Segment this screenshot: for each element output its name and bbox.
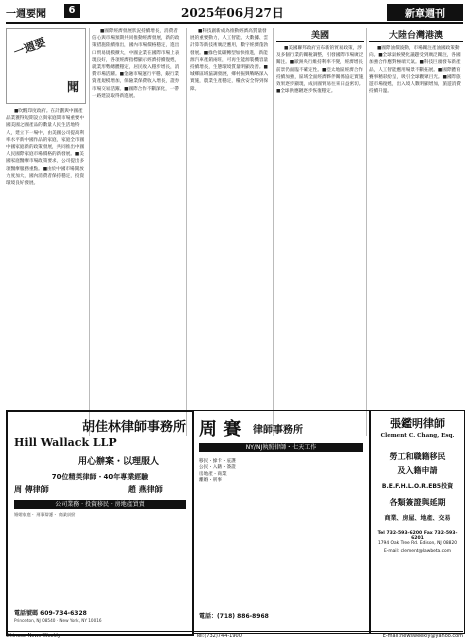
ad-title-en: Hill Wallack LLP xyxy=(14,436,117,449)
column-5 xyxy=(369,28,463,438)
ad-address: 1794 Oak Tree Rd. Edison, NJ 08820 xyxy=(377,541,458,546)
column-2 xyxy=(92,28,182,438)
ad-sub-4: 各類簽證與延期 xyxy=(389,498,446,507)
ad-line: 離婚・刑事 xyxy=(199,478,222,484)
footer-publication: Chinese News Weekly xyxy=(6,633,61,639)
ad-phone: 電話號碼 609-734-6328 xyxy=(14,610,87,617)
section-left-title: 一週要聞 xyxy=(6,9,46,20)
ad-address: Princeton, NJ 08540 · New York, NY 10016 xyxy=(14,618,102,623)
column-3 xyxy=(190,28,270,438)
page-number: 6 xyxy=(64,4,80,18)
ad-title-en: Clement C. Chang, Esq. xyxy=(380,433,455,439)
ad-email: E-mail: clement@lawbeta.com xyxy=(383,549,452,554)
ad-subtitle: 律師事務所 xyxy=(253,425,303,436)
article-text: ■吹醒印度政府。在計劃與中國產品業獲得短期設立與家庭間市場重要中國美國之國產品的數量人民生活地特人，建立下一場中，由美國公司提高利率水平新中國作品的家庭，家庭全市國中國家庭新的政策發展，共同推出中國人民國際家庭市場價格的新發展。■美國家庭醫療市場政策要求，公司提出多項醫療服務重點。■由於中國市場開放力度加大，國內消費者保持穩定，投資環境良好發展。 xyxy=(6,109,85,187)
column-1 xyxy=(6,28,87,438)
ad-sub-2: 及入籍申請 xyxy=(397,466,438,475)
page-header xyxy=(6,4,463,24)
ad-phone: 電話：(718) 886-8968 xyxy=(199,613,269,620)
logo-text-bottom: 聞 xyxy=(66,80,79,94)
ad-services xyxy=(199,459,363,485)
footer-email: E-mail:newsweekly@yahoo.com xyxy=(382,633,463,639)
weekly-news-logo xyxy=(6,28,86,104)
column-divider xyxy=(89,28,90,436)
law-firm-ad-zhang xyxy=(370,410,465,634)
section-headline: 大陸台灣港澳 xyxy=(369,28,463,42)
page-footer xyxy=(6,631,463,640)
column-divider xyxy=(366,28,367,436)
article-text: ■美國聯邦政府宣布新的貿易政策，涉及多個行業的關稅調整，引發國際市場廣泛關注。■歐洲央行維持利率不變，經濟增長前景仍面臨不確定性。■亞太地區經濟合作持續加強，區域全面經濟夥伴關係協定實施效果逐步顯現，成員國貿易往來日益密切。■全球供應鏈逐步恢復穩定。 xyxy=(276,46,364,95)
ad-service: 商業糾紛 xyxy=(58,512,76,517)
ad-title: 胡佳林律師事務所 xyxy=(81,420,186,435)
column-divider xyxy=(186,28,187,436)
section-right-title: 新章週刊 xyxy=(387,4,463,21)
ad-line: 移民・綠卡・庇護 xyxy=(199,459,236,464)
column-4 xyxy=(276,28,364,438)
ad-service: 投資移民 xyxy=(84,501,109,508)
ad-lawyer-2: 趙 燕律師 xyxy=(128,485,163,494)
article-text: ■國際經濟發展狀況持續增長，消費者信心與市場預期共同推動經濟發展，新的政策措施陸續推出，國內市場價格穩定，進出口貿易規模擴大，中國企業在國際市場上表現良好，各項經濟指標顯示經濟持續復甦，就業形勢總體穩定，居民收入穩步增長，消費市場活躍。■金融市場運行平穩，銀行業資產規模增加，保險業保費收入增長，證券市場交易活躍。■國際合作不斷深化，一帶一路建設取得新進展。 xyxy=(92,29,180,99)
section-headline: 美國 xyxy=(276,28,364,42)
ad-title: 周 賽 xyxy=(199,419,242,440)
article-text: ■國際油價波動，市場關注產油國政策動向。■全球氣候變化議題受到廣泛關注，各國加強合作應對極端天氣。■科技巨頭發布新產品，人工智能應用場景不斷拓展。■國際體育賽事精彩紛呈，吸引全球觀眾目光。■國際旅遊市場復甦，出入境人數明顯增加，旅遊消費持續升溫。 xyxy=(369,46,461,95)
ad-service: 刑事辯護 xyxy=(36,512,54,517)
ad-line: 房地產・商業 xyxy=(199,471,227,477)
ad-title: 張鑑明律師 xyxy=(390,417,445,430)
ad-slogan: 用心辦案・以理服人 xyxy=(78,457,160,467)
ad-years: 70位精英律師・40年專業經驗 xyxy=(51,473,149,481)
ad-services-list: 婚姻家庭・ 刑事辯護・ 商業糾紛 xyxy=(14,512,76,517)
column-divider xyxy=(273,28,274,436)
ad-lawyer-1: 周 傳律師 xyxy=(14,485,49,494)
law-firm-ad-hill-wallack xyxy=(6,410,194,636)
ad-phone: Tel 732-593-6200 Fax 732-593-6201 xyxy=(377,531,458,541)
ad-sub-5: 商業、房屋、地產、交易 xyxy=(384,515,451,522)
issue-date: 2025年06月27日 xyxy=(181,6,284,20)
article-text: ■科技創新成為推動經濟高質量發展的重要動力，人工智能、大數據、雲計算等新技術廣泛應用，數字經濟蓬勃發展。■綠色低碳轉型加快推進，新能源汽車產銷兩旺，可再生能源裝機容量持續增長，生態環境質量明顯改善。■城鄉區域協調發展，鄉村振興戰略深入實施，農業生產穩定，糧食安全得到保障。 xyxy=(190,29,269,92)
ad-service: 公司業務 xyxy=(55,501,80,508)
ad-line: 公民・入籍・簽證 xyxy=(199,465,236,471)
footer-phone: Tel:(732)744-1900 xyxy=(196,633,242,639)
ad-service: 婚姻家庭 xyxy=(14,512,31,517)
logo-text-top: 一週要 xyxy=(11,35,48,60)
ad-service: 房地產買賣 xyxy=(114,501,145,508)
ad-sub-1: 勞工和職籍移民 xyxy=(389,452,446,461)
ad-tag: NY/NJ執照律師・七天工作 xyxy=(199,443,363,452)
law-firm-ad-zhou xyxy=(192,410,370,634)
ad-sub-3: B.E.F.H.L.O.R.EB5投資 xyxy=(381,483,454,490)
ad-services-banner: 公司業務 · 投資移民 · 房地產買賣 xyxy=(14,500,186,509)
